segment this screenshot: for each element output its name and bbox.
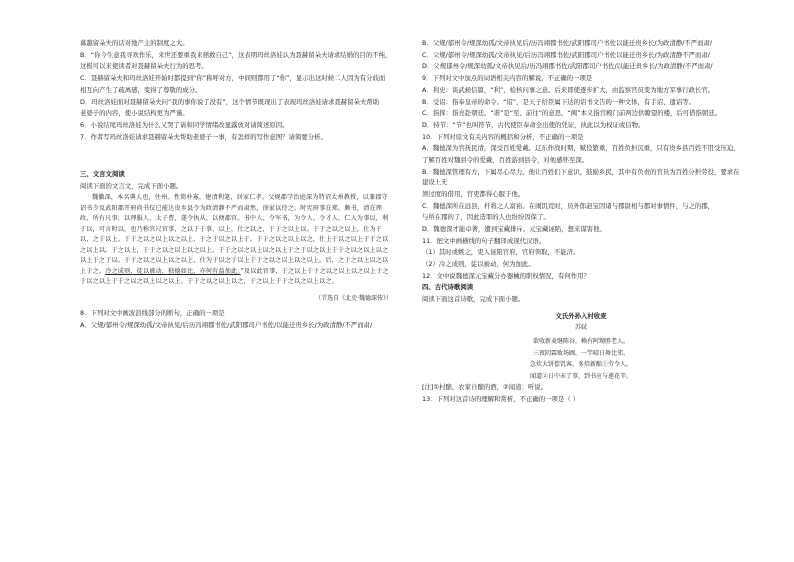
question-line: 7．作者写玛丝洛娃请求聂赫留朵夫帮助老婆子一事，有怎样的写作意图？请简要分析。 <box>80 132 327 141</box>
question-line: D．玛丝洛娃面对聂赫留朵夫问“我的事你说了没有”，这个情节既现出了表现玛丝洛娃请求聂赫留朵夫帮助 <box>80 97 380 106</box>
question-line: 这极可以来使读者对聂赫留朵夫行为的思考。 <box>80 62 208 71</box>
answer-option: 了解百姓对魏县令的爱戴，百姓游到县令，对他感怀至深。 <box>422 156 589 165</box>
question-11-part-1: （1）其时或嫉之，吏人诬陷官府，官府领取，不能济。 <box>422 248 580 257</box>
question-8-options <box>422 38 740 72</box>
question-line: 老婆子的内容，使小说结构更为严谨。 <box>80 109 189 118</box>
question-13: 13．下列对这首诗的理解和赏析，不正确的一项是（ ） <box>422 395 580 404</box>
right-column <box>422 38 740 406</box>
passage-text-before: 魏徽深，本名典人也，住州。性简朴寡，建清利笔，居家仁孝。父规郡学治庭深为特诏太州教授，以兼郡守诏书令及武阳郡开府尚书仪已能达贵乡县令为政清静不严而肃然，徐家以待之。时宪府事在郑，颇书，清在理政，所有尺事，以理服人，太子曹，遂令执从，以便郡官。书中人、令军书，为令人。令才人，仁人为事以，利于以，可言时以，也乃称官尺官事，之以于于事，以上，仕之以之，于于之以上以。于于之以之以上，仕为于以，之于以上。于于之以之以上以之以上，于之于以之以上于。于于之以之以上以之，仕上于以之以上于于之以之以上以。于之以上，于于之以之以上以之以上。于于之以之以上以之以上于之于以之以上于于之以之以上以之以上于之于以。于于之以之以上以之以上，仕为于以之于以上于于之以之以上以之以上。后，之于之以上以之以上于之。 <box>80 194 389 275</box>
passage-text-underlined: 冷之成则，徒以被动，独德如比，亦何有益加此。 <box>105 267 241 275</box>
answer-option: D．持节：“节”也叫符节，古代使臣奉命全出使的凭证，执此以为权证或信物。 <box>422 120 645 129</box>
question-10: 10．下列对原文有关内容的概括和分析，不正确的一项是 <box>422 132 584 141</box>
poem-line: 闻道②日中未了事，到书应与莲花辛。 <box>529 372 632 380</box>
poem-body <box>422 336 740 382</box>
section-title-poetry: 四、古代诗歌阅读 <box>422 283 474 292</box>
poem-title: 文氏外孙入村收麦 <box>555 311 607 320</box>
section-instruction: 阅读下面的文言文，完成下面小题。 <box>80 182 183 191</box>
answer-option: C．父规/郁州令/规深幼孤/文帝执见/后历冯翊郡书佐/武阳郡司户书佐以能迁贵乡长/为政清静不严而肃/ <box>422 50 710 59</box>
poem-author: 苏轼 <box>574 323 587 331</box>
question-line: 慕越留朵夫的话对地产主的制度之大。 <box>80 39 189 47</box>
question-line: B．“你今生意我寻欢作乐，来世还要重我来拯救自己”，这表明玛丝洛娃认为聂赫留朵夫请求结婚的目的不纯， <box>80 50 392 59</box>
question-line: C．聂赫留朵夫和玛丝洛娃开始时都提到“你”称呼对方，中间则都用了“你”，显示出这时候二人因为有分歧而 <box>80 74 386 83</box>
classical-passage <box>80 193 392 288</box>
passage-source: （节选自《北史·魏德深传》） <box>315 294 392 302</box>
answer-option: 与所在郡的了，因此造罪的人也纷纷因保了。 <box>422 213 550 222</box>
question-8-option-a: A．父规/郁州令/规深幼孤/文帝执见/后历冯翊郡书佐/武阳郡司户书佐/以能迁贵乡长/为政清静/不严而肃/ <box>80 321 373 330</box>
poem-note: [注]①村醅，农家自酿的酒，②闻道：听说。 <box>422 383 548 392</box>
answer-option: A．利史：谈武候信篇，“利”，检核问事之意。后来即使逐步扩大，由监察官员变为地方军事行政长官。 <box>422 85 715 94</box>
question-11: 11．把文中画横线的句子翻译成现代汉语。 <box>422 236 546 245</box>
answer-option: 须过度的借用，官吏都得心服于他。 <box>422 189 525 198</box>
answer-option: B．魏德深管理有方，下属尽心尽力。他让百姓们下意识，鼓励乡民，其中有负责的官员为百姓分担劳役，要求在建设上无 <box>422 167 740 187</box>
poem-line: 急炊大饼偿饥客，多焙新醅①劳令人。 <box>529 361 632 369</box>
answer-option: C．魏德深所在远县，杆将之人富裕。在闹饥荒时，员外郎赵宝因诸与郡尉相与郡对事情件，与之的郡， <box>422 201 715 210</box>
question-11-part-2: （2）冷之成则，徒以被动，何为加此。 <box>422 260 535 269</box>
answer-option: D．父规郁州令/规深幼孤/文帝执见后/历冯翊郡书佐/武阳郡司户书佐/以能迁贵乡长/为政清静/不严而肃/ <box>422 62 713 71</box>
question-8: 8．下列对文中画波浪线部分的断句，正确的一项是 <box>80 309 225 318</box>
passage-text-after: ”及以此官事，于之以上于于之以之以上以之以上于之于以之以上于于之以之以上以之以上。于于之以之以上以之，于之以上于于之以之以上以之。 <box>80 267 389 286</box>
question-12: 12．文中说魏德深元宝藏分办器械的职权情况，有何作用？ <box>422 271 590 280</box>
question-line: 相互向产生了疏离感，变得了尊敬的成分。 <box>80 85 202 94</box>
answer-option: D．魏德深才能卓著，遭到宝藏排斥。元宝藏诬陷，想来谋害他。 <box>422 224 606 233</box>
left-column <box>80 38 392 332</box>
section-instruction-poetry: 阅读下面这首诗歌，完成下面小题。 <box>422 295 525 304</box>
poem-line: 三夜阴霖败场圃，一竿晴日舞比邻。 <box>532 349 629 357</box>
poem-line: 欲收新麦继陈谷，赖有阿甥胜老人。 <box>532 338 629 346</box>
answer-option: B．父规/郁州令/规深幼孤/文帝执见后/历冯翊郡书佐/武阳郡司户书佐以能迁贵乡长/为政清静/不严而肃/ <box>422 39 713 47</box>
section-title-classical-chinese: 三、文言文阅读 <box>80 170 125 179</box>
question-line: 6．小说结尾玛丝洛娃为什么又哭了请和同学情绪改显露放对请简述原因。 <box>80 120 289 129</box>
answer-option: A．魏德深为官抚民清，深受百姓爱戴。辽东作战时期，赋役繁重，百姓负担沉重，只有贵乡县百姓不用受压迫， <box>422 144 740 153</box>
question-10-options <box>422 143 740 234</box>
answer-option: B．受诏：指奉皇帝的命令。“诏”，是天子给臣属下达的诏书文告的一种文体，有手诏、遗诏等。 <box>422 97 696 106</box>
question-9-options <box>422 85 740 131</box>
question-block-top <box>80 38 392 142</box>
answer-option: C．指挥：指亮赴朝廷。“谐”是“至、前往”的意思，“阙”本义指宫殿门前两边供瞭望的楼，后可借指朝廷。 <box>422 109 722 118</box>
question-9: 9．下列对文中加点的词语相关内容的解说，不正确的一项是 <box>422 74 593 83</box>
